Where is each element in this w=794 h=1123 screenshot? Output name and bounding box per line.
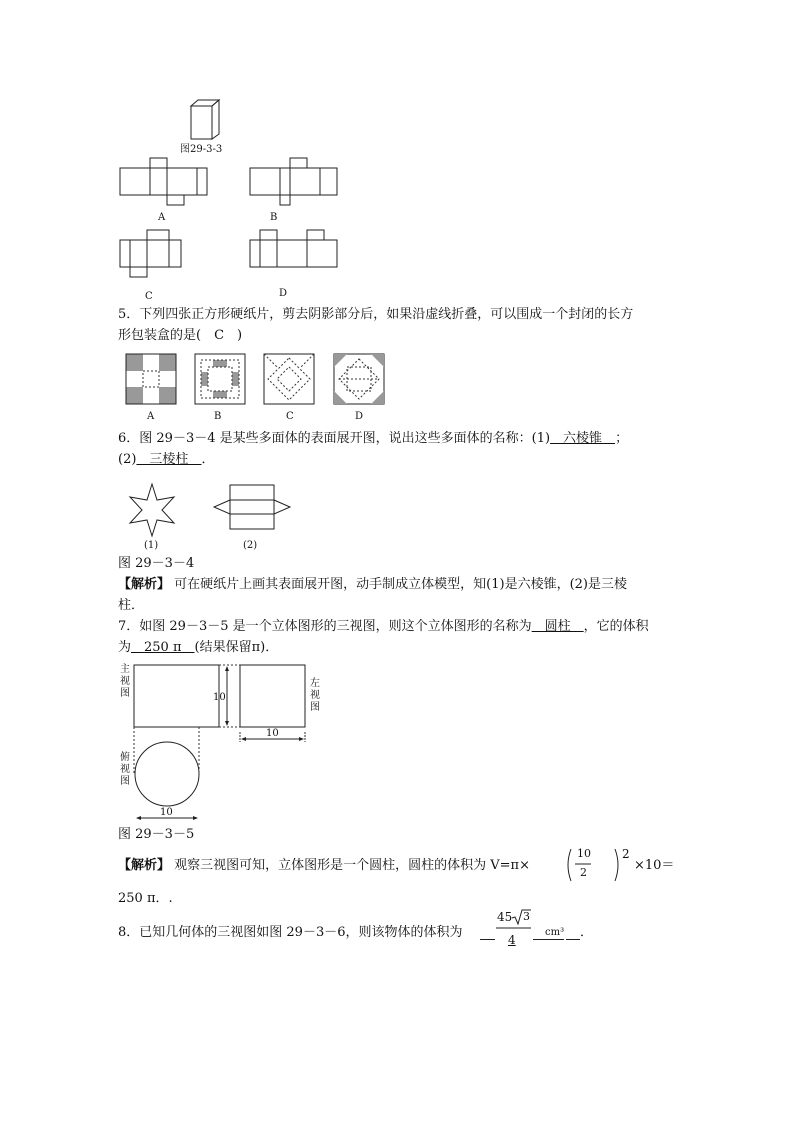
net-b [249, 156, 339, 206]
net-d [249, 228, 339, 278]
label-front-view: 主视图 [120, 664, 130, 699]
front-view [134, 665, 219, 727]
q7-frac-num: 10 [577, 847, 591, 860]
label-left-view: 左视图 [310, 678, 320, 713]
q7-exp: 2 [622, 847, 630, 861]
q7-line2-prefix: 为 [118, 640, 132, 655]
q8-prefix: 8．已知几何体的三视图如图 29－3－6，则该物体的体积为 [118, 925, 463, 940]
q7-answer1: 圆柱 [531, 619, 584, 634]
q7-times-tail: ×10＝ [634, 858, 675, 873]
q6-line2 [118, 451, 214, 469]
q6-label-1: (1) [144, 540, 159, 551]
q6-label-2: (2) [243, 540, 258, 551]
height-dim: 10 [213, 692, 226, 703]
square-b [194, 353, 246, 405]
q8-sqrt-arg: 3 [523, 910, 530, 923]
net-a-label: A [158, 212, 166, 223]
q8-suffix: ． [580, 925, 594, 940]
q8-frac-den: 4 [508, 933, 516, 947]
q7-line1-prefix: 7．如图 29－3－5 是一个立体图形的三视图，则这个立体图形的名称为 [118, 619, 532, 634]
q8-underline-3 [566, 924, 580, 940]
q7-line1 [118, 618, 649, 636]
q6-answer1: 六棱锥 [550, 431, 616, 446]
q7-analysis-line1 [118, 857, 530, 875]
q5-line2: 形包装盒的是( C ) [118, 328, 243, 343]
square-a [125, 353, 177, 405]
q8-underline-2 [533, 924, 545, 940]
q8-unit: cm³ [545, 924, 564, 940]
q7-analysis-line2: 250 π．. [118, 891, 173, 906]
square-c-label: C [286, 411, 294, 422]
q8-underline-1 [480, 924, 495, 940]
q7-analysis-text: 观察三视图可知，立体图形是一个圆柱，圆柱的体积为 V=π× [170, 858, 530, 873]
net-c-label: C [145, 291, 153, 302]
top-width-dim: 10 [160, 807, 173, 818]
q7-line2 [118, 639, 278, 657]
square-b-label: B [214, 411, 222, 422]
net-a [119, 156, 209, 206]
q6-caption: 图 29－3－4 [118, 556, 195, 571]
q7-analysis-tag: 【解析】 [118, 858, 171, 873]
prism-net [212, 483, 292, 531]
square-c [263, 353, 315, 405]
q6-line1 [118, 430, 628, 448]
q7-answer2: 250 π [131, 640, 195, 655]
top-view [135, 742, 199, 806]
q6-analysis-text: 可在硬纸片上画其表面展开图，动手制成立体模型，知(1)是六棱锥，(2)是三棱 [170, 577, 627, 592]
square-a-label: A [147, 411, 155, 422]
q7-line1-suffix: ，它的体积 [583, 619, 649, 634]
q7-paren-fraction [563, 846, 623, 884]
q6-analysis-line1 [118, 576, 627, 594]
fig-29-3-3-box [186, 98, 226, 142]
q7-line2-suffix: (结果保留π)． [194, 640, 279, 655]
q6-answer2: 三棱柱 [136, 452, 202, 467]
q6-line1-prefix: 6．图 29－3－4 是某些多面体的表面展开图，说出这些多面体的名称：(1) [118, 431, 551, 446]
q7-frac-den: 2 [580, 866, 587, 879]
fig-29-3-3-caption: 图29-3-3 [180, 144, 223, 155]
label-top-view: 俯视图 [120, 752, 130, 787]
q6-analysis-line2: 柱． [118, 598, 145, 613]
square-d [333, 353, 385, 405]
q8-frac-num: 45 [497, 910, 513, 924]
left-width-dim: 10 [266, 728, 279, 739]
left-view [240, 665, 305, 727]
q6-line1-suffix: ； [615, 431, 629, 446]
net-b-label: B [270, 212, 278, 223]
net-c [119, 228, 189, 278]
q5-line1: 5．下列四张正方形硬纸片，剪去阴影部分后，如果沿虚线折叠，可以围成一个封闭的长方 [118, 307, 634, 322]
net-d-label: D [279, 288, 288, 299]
q6-analysis-tag: 【解析】 [118, 577, 171, 592]
q6-line2-prefix: (2) [118, 452, 137, 467]
q7-caption: 图 29－3－5 [118, 827, 195, 842]
q6-line2-suffix: ． [201, 452, 215, 467]
hexagram-net [124, 482, 180, 538]
square-d-label: D [355, 411, 364, 422]
three-view-drawing [116, 662, 336, 834]
